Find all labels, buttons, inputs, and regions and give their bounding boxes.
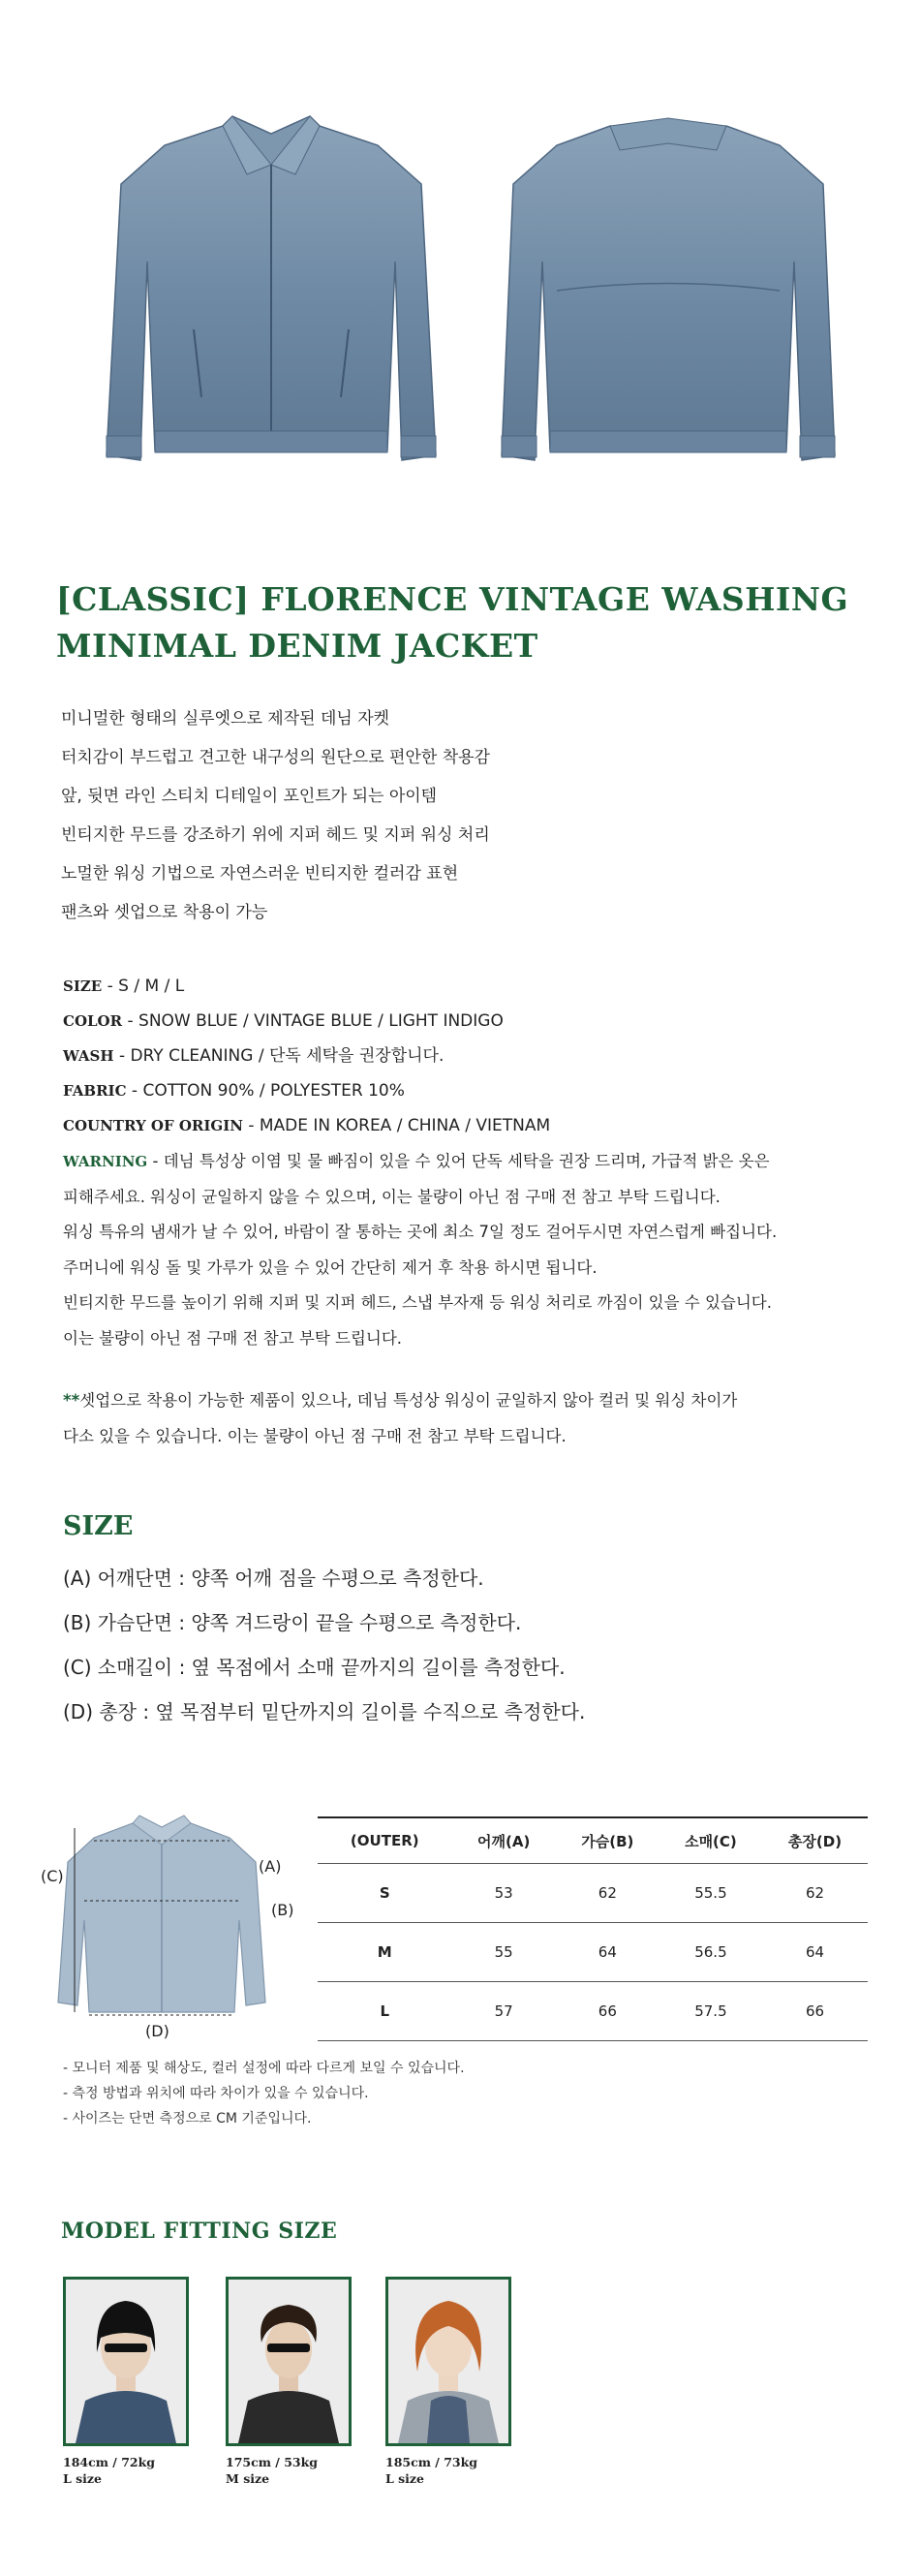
warning-first-line: WARNING - 데님 특성상 이염 및 물 빠짐이 있을 수 있어 단독 세탁을 권장 드리며, 가급적 밝은 옷은 [63, 1152, 770, 1170]
description-line: 팬츠와 셋업으로 착용이 가능 [61, 903, 268, 922]
description-line: 빈티지한 무드를 강조하기 위에 지퍼 헤드 및 지퍼 워싱 처리 [61, 825, 490, 845]
model-wear-size: L size [385, 2471, 424, 2486]
table-header-cell: 어깨(A) [452, 1817, 556, 1864]
table-cell: S [318, 1864, 452, 1923]
model-wear-size: M size [226, 2471, 270, 2486]
front-jacket-image [87, 107, 455, 484]
product-title-line2: MINIMAL DENIM JACKET [56, 627, 538, 665]
footnote-line: - 측정 방법과 위치에 따라 차이가 있을 수 있습니다. [63, 2086, 369, 2101]
setup-note [63, 1383, 737, 1454]
product-title-line1: [CLASSIC] FLORENCE VINTAGE WASHING [56, 580, 849, 618]
model-body-size: 185cm / 73kg [385, 2455, 477, 2469]
model-photo [385, 2277, 511, 2446]
spec-size: SIZE - S / M / L [63, 977, 185, 996]
size-footnotes [63, 2056, 465, 2131]
note-star: ** [63, 1391, 80, 1410]
table-header-cell: 소매(C) [659, 1817, 762, 1864]
table-cell: 64 [556, 1923, 659, 1982]
table-cell: L [318, 1982, 452, 2041]
table-header-cell: 총장(D) [762, 1817, 868, 1864]
measurement-line: (D) 총장 : 옆 목점부터 밑단까지의 길이를 수직으로 측정한다. [63, 1700, 586, 1723]
measurement-diagram [41, 1804, 297, 2046]
note-line: 다소 있을 수 있습니다. 이는 불량이 아닌 점 구매 전 참고 부탁 드립니다. [63, 1426, 567, 1445]
table-header-cell: 가슴(B) [556, 1817, 659, 1864]
model-body-size: 175cm / 53kg [226, 2455, 318, 2469]
table-cell: 62 [762, 1864, 868, 1923]
table-row [318, 1982, 868, 2041]
table-cell: 56.5 [659, 1923, 762, 1982]
diagram-label-c: (C) [41, 1867, 64, 1885]
table-cell: 57.5 [659, 1982, 762, 2041]
table-cell: 66 [762, 1982, 868, 2041]
measurement-line: (A) 어깨단면 : 양쪽 어깨 점을 수평으로 측정한다. [63, 1567, 484, 1590]
table-cell: 62 [556, 1864, 659, 1923]
table-cell: 55.5 [659, 1864, 762, 1923]
warning-line: 이는 불량이 아닌 점 구매 전 참고 부탁 드립니다. [63, 1328, 403, 1348]
model-caption [63, 2454, 155, 2487]
description-line: 노멀한 워싱 기법으로 자연스러운 빈티지한 컬러감 표현 [61, 864, 459, 884]
spec-color: COLOR - SNOW BLUE / VINTAGE BLUE / LIGHT INDIGO [63, 1011, 504, 1031]
spec-fabric: FABRIC - COTTON 90% / POLYESTER 10% [63, 1081, 405, 1101]
size-table-header [318, 1817, 868, 1864]
table-cell: 55 [452, 1923, 556, 1982]
note-line: **셋업으로 착용이 가능한 제품이 있으나, 데님 특성상 워싱이 균일하지 않아 컬러 및 워싱 차이가 [63, 1391, 738, 1410]
footnote-line: - 사이즈는 단면 측정으로 CM 기준입니다. [63, 2111, 312, 2126]
spec-origin: COUNTRY OF ORIGIN - MADE IN KOREA / CHINA / VIETNAM [63, 1116, 551, 1135]
size-table [318, 1816, 868, 2041]
model-caption [385, 2454, 477, 2487]
warning-line: 워싱 특유의 냄새가 날 수 있어, 바람이 잘 통하는 곳에 최소 7일 정도 걸어두시면 자연스럽게 빠집니다. [63, 1223, 778, 1241]
footnote-line: - 모니터 제품 및 해상도, 컬러 설정에 따라 다르게 보일 수 있습니다. [63, 2061, 465, 2076]
table-cell: 64 [762, 1923, 868, 1982]
warning-line: 주머니에 워싱 돌 및 가루가 있을 수 있어 간단히 제거 후 착용 하시면 됩니다. [63, 1257, 598, 1277]
description-line: 터치감이 부드럽고 견고한 내구성의 원단으로 편안한 착용감 [61, 748, 490, 767]
size-heading: SIZE [63, 1511, 134, 1541]
table-row [318, 1864, 868, 1923]
model-photo [226, 2277, 352, 2446]
table-cell: M [318, 1923, 452, 1982]
model-caption [226, 2454, 318, 2487]
description-line: 앞, 뒷면 라인 스티치 디테일이 포인트가 되는 아이템 [61, 787, 438, 806]
measurement-line: (C) 소매길이 : 옆 목점에서 소매 끝까지의 길이를 측정한다. [63, 1656, 566, 1679]
description-line: 미니멀한 형태의 실루엣으로 제작된 데님 자켓 [61, 709, 390, 729]
product-title [56, 576, 870, 669]
product-description [61, 699, 490, 932]
table-row [318, 1923, 868, 1982]
measurement-guide [63, 1556, 585, 1734]
diagram-label-b: (B) [271, 1901, 294, 1919]
product-specs [63, 969, 550, 1143]
diagram-label-a: (A) [259, 1857, 282, 1876]
model-body-size: 184cm / 72kg [63, 2455, 155, 2469]
model-wear-size: L size [63, 2471, 102, 2486]
table-cell: 66 [556, 1982, 659, 2041]
table-cell: 53 [452, 1864, 556, 1923]
model-fitting-heading: MODEL FITTING SIZE [61, 2219, 338, 2244]
diagram-label-d: (D) [145, 2022, 169, 2040]
measurement-line: (B) 가슴단면 : 양쪽 겨드랑이 끝을 수평으로 측정한다. [63, 1611, 522, 1634]
table-header-cell: (OUTER) [318, 1817, 452, 1864]
spec-wash: WASH - DRY CLEANING / 단독 세탁을 권장합니다. [63, 1046, 445, 1066]
warning-block [63, 1144, 777, 1356]
table-cell: 57 [452, 1982, 556, 2041]
back-jacket-image [484, 107, 852, 484]
warning-line: 피해주세요. 워싱이 균일하지 않을 수 있으며, 이는 불량이 아닌 점 구매 전 참고 부탁 드립니다. [63, 1187, 721, 1206]
model-photo [63, 2277, 189, 2446]
warning-line: 빈티지한 무드를 높이기 위해 지퍼 및 지퍼 헤드, 스냅 부자재 등 워싱 처리로 까짐이 있을 수 있습니다. [63, 1293, 772, 1312]
warning-label: WARNING [63, 1153, 148, 1170]
